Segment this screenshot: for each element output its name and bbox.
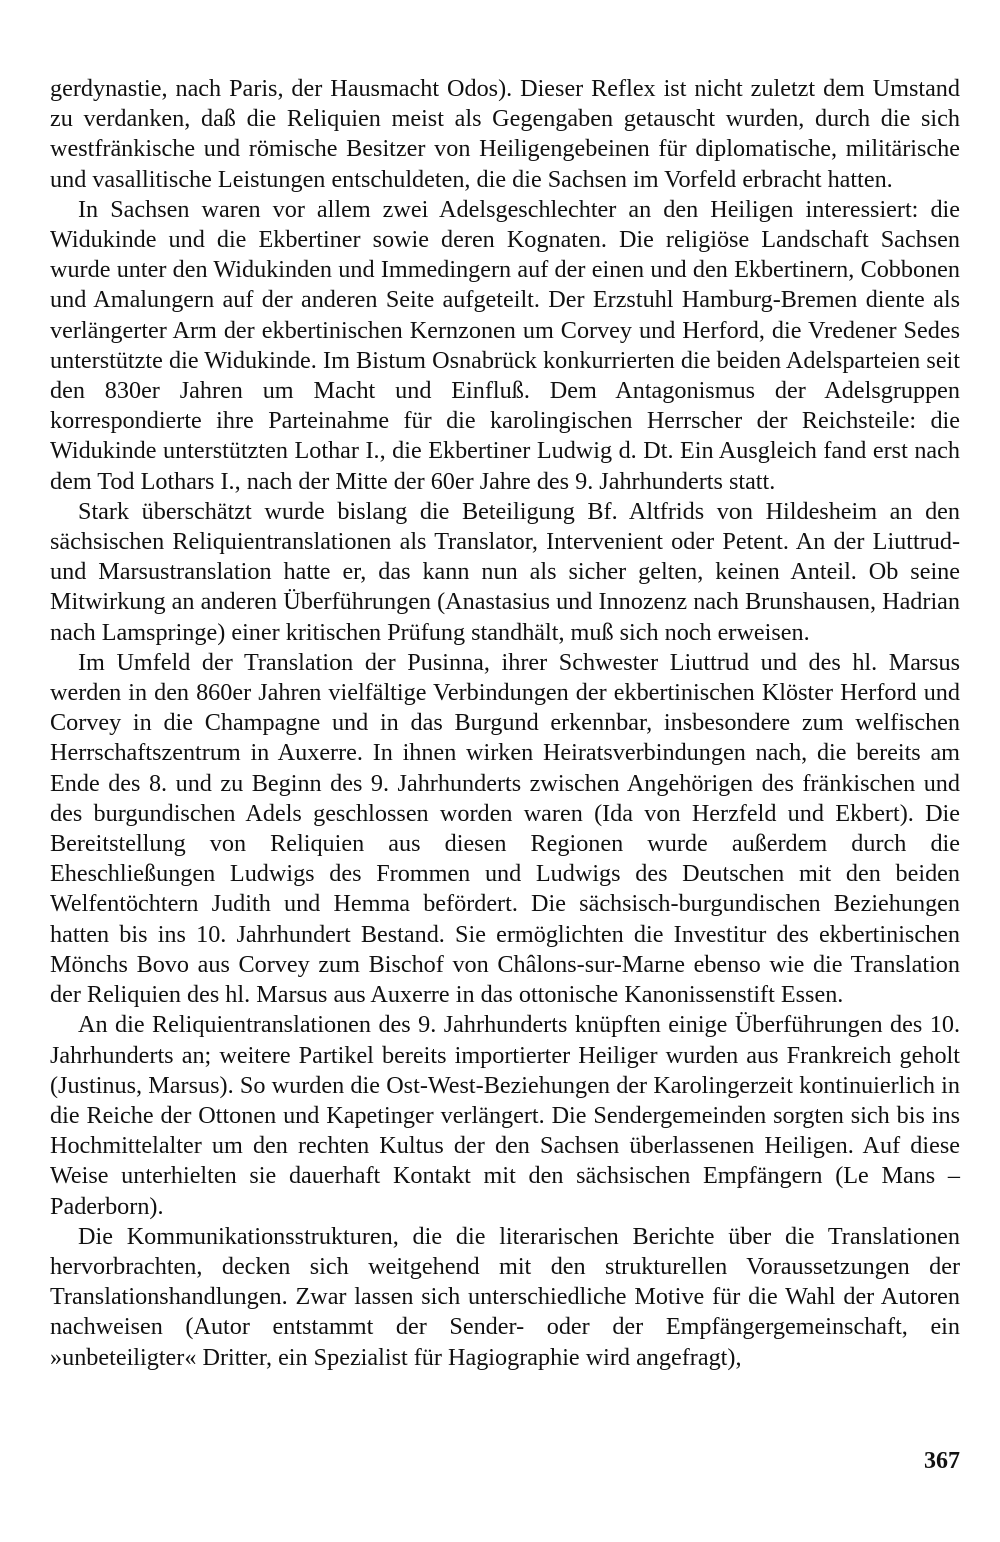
page-number: 367: [924, 1448, 960, 1474]
paragraph-6: Die Kommunikationsstrukturen, die die literarischen Berichte über die Translationen hervorbrachten, decken sich weitgehend mit den strukturellen Voraussetzungen der Translationshandlungen. Zwar lassen sich unterschiedliche Motive für die Wahl der Autoren nachweisen (Autor entstammt der Sender- oder der Empfängergemeinschaft, ein »unbeteiligter« Dritter, ein Spezialist für Hagiographie wird angefragt),: [50, 1222, 960, 1371]
paragraph-3: Stark überschätzt wurde bislang die Beteiligung Bf. Altfrids von Hildesheim an den sächsischen Reliquientranslationen als Translator, Intervenient oder Petent. An der Liuttrud- und Marsustranslation hatte er, das kann nun als sicher gelten, keinen Anteil. Ob seine Mitwirkung an anderen Überführungen (Anastasius und Innozenz nach Brunshausen, Hadrian nach Lamspringe) einer kritischen Prüfung standhält, muß sich noch erweisen.: [50, 497, 960, 646]
paragraph-4: Im Umfeld der Translation der Pusinna, ihrer Schwester Liuttrud und des hl. Marsus werden in den 860er Jahren vielfältige Verbindungen der ekbertinischen Klöster Herford und Corvey in die Champagne und in das Burgund erkennbar, insbesondere zum welfischen Herrschaftszentrum in Auxerre. In ihnen wirken Heiratsverbindungen nach, die bereits am Ende des 8. und zu Beginn des 9. Jahrhunderts zwischen Angehörigen des fränkischen und des burgundischen Adels geschlossen worden waren (Ida von Herzfeld und Ekbert). Die Bereitstellung von Reliquien aus diesen Regionen wurde außerdem durch die Eheschließungen Ludwigs des Frommen und Ludwigs des Deutschen mit den beiden Welfentöchtern Judith und Hemma befördert. Die sächsisch-burgundischen Beziehungen hatten bis ins 10. Jahrhundert Bestand. Sie ermöglichten die Investitur des ekbertinischen Mönchs Bovo aus Corvey zum Bischof von Châlons-sur-Marne ebenso wie die Translation der Reliquien des hl. Marsus aus Auxerre in das ottonische Kanonissenstift Essen.: [50, 648, 960, 1009]
paragraph-5: An die Reliquientranslationen des 9. Jahrhunderts knüpften einige Überführungen des 10. Jahrhunderts an; weitere Partikel bereits importierter Heiliger wurden aus Frankreich geholt (Justinus, Marsus). So wurden die Ost-West-Beziehungen der Karolingerzeit kontinuierlich in die Reiche der Ottonen und Kapetinger verlängert. Die Sendergemeinden sorgten sich bis ins Hochmittelalter um den rechten Kultus der den Sachsen überlassenen Heiligen. Auf diese Weise unterhielten sie dauerhaft Kontakt mit den sächsischen Empfängern (Le Mans – Paderborn).: [50, 1011, 960, 1220]
paragraph-1: gerdynastie, nach Paris, der Hausmacht Odos). Dieser Reflex ist nicht zuletzt dem Umstand zu verdanken, daß die Reliquien meist als Gegengaben getauscht wurden, durch die sich westfränkische und römische Besitzer von Heiligengebeinen für diplomatische, militärische und vasallitische Leistungen entschuldeten, die die Sachsen im Vorfeld erbracht hatten.: [50, 75, 960, 193]
book-page-body: [50, 74, 960, 1373]
paragraph-2: In Sachsen waren vor allem zwei Adelsgeschlechter an den Heiligen interessiert: die Widukinde und die Ekbertiner sowie deren Kognaten. Die religiöse Landschaft Sachsen wurde unter den Widukinden und Immedingern auf der einen und den Ekbertinern, Cobbonen und Amalungern auf der anderen Seite aufgeteilt. Der Erzstuhl Hamburg-Bremen diente als verlängerter Arm der ekbertinischen Kernzonen um Corvey und Herford, die Vredener Sedes unterstützte die Widukinde. Im Bistum Osnabrück konkurrierten die beiden Adelsparteien seit den 830er Jahren um Macht und Einfluß. Dem Antagonismus der Adelsgruppen korrespondierte ihre Parteinahme für die karolingischen Herrscher der Reichsteile: die Widukinde unterstützten Lothar I., die Ekbertiner Ludwig d. Dt. Ein Ausgleich fand erst nach dem Tod Lothars I., nach der Mitte der 60er Jahre des 9. Jahrhunderts statt.: [50, 195, 960, 495]
